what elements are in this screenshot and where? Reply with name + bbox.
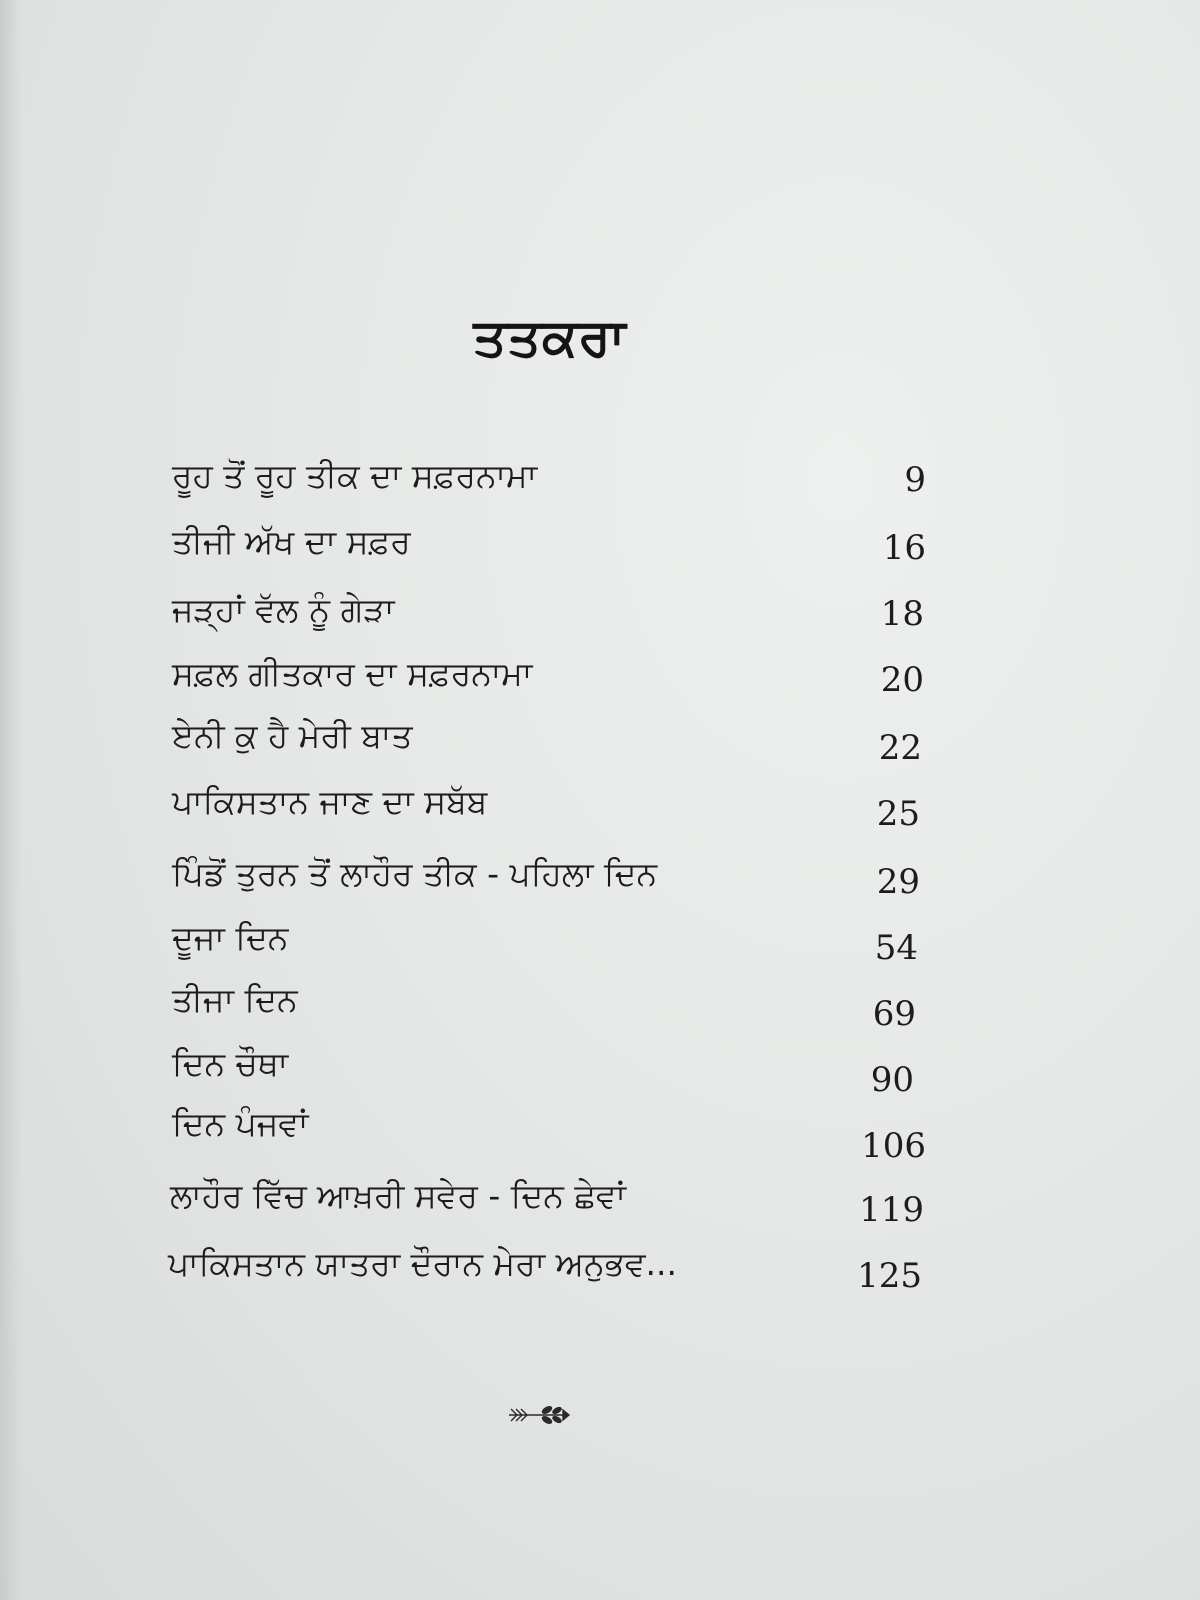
toc-entry-title: ਦੂਜਾ ਦਿਨ [172, 918, 289, 957]
toc-entry-page: 22 [878, 728, 922, 768]
toc-entry-title: ਤੀਜਾ ਦਿਨ [172, 980, 298, 1019]
toc-entry-page: 16 [882, 528, 926, 568]
toc-entry-title: ਲਾਹੌਰ ਵਿੱਚ ਆਖ਼ਰੀ ਸਵੇਰ - ਦਿਨ ਛੇਵਾਂ [170, 1176, 626, 1215]
decorative-ornament-icon [507, 1404, 571, 1426]
toc-entry-title: ਏਨੀ ਕੁ ਹੈ ਮੇਰੀ ਬਾਤ [172, 716, 413, 755]
toc-entry-title: ਪਾਕਿਸਤਾਨ ਯਾਤਰਾ ਦੌਰਾਨ ਮੇਰਾ ਅਨੁਭਵ... [168, 1244, 677, 1283]
toc-entry-page: 20 [880, 660, 924, 700]
toc-entry-page: 90 [870, 1060, 914, 1100]
toc-entry-page: 119 [859, 1190, 924, 1230]
toc-entry-page: 25 [876, 794, 920, 834]
toc-entry-page: 69 [872, 994, 916, 1034]
toc-entry-page: 54 [874, 928, 918, 968]
toc-entry-title: ਤੀਜੀ ਅੱਖ ਦਾ ਸਫ਼ਰ [172, 522, 411, 561]
toc-entry-title: ਦਿਨ ਚੌਥਾ [172, 1044, 289, 1083]
toc-entry-title: ਪਿੰਡੋਂ ਤੁਰਨ ਤੋਂ ਲਾਹੌਰ ਤੀਕ - ਪਹਿਲਾ ਦਿਨ [172, 854, 658, 893]
toc-entry-title: ਜੜ੍ਹਾਂ ਵੱਲ ਨੂੰ ਗੇੜਾ [172, 590, 395, 629]
toc-entry-title: ਰੂਹ ਤੋਂ ਰੂਹ ਤੀਕ ਦਾ ਸਫ਼ਰਨਾਮਾ [172, 456, 538, 495]
toc-entry-page: 18 [880, 594, 924, 634]
toc-entry-page: 9 [904, 460, 926, 500]
toc-entry-page: 106 [861, 1126, 926, 1166]
toc-entry-title: ਦਿਨ ਪੰਜਵਾਂ [172, 1104, 309, 1143]
toc-entry-page: 29 [876, 862, 920, 902]
toc-entry-title: ਪਾਕਿਸਤਾਨ ਜਾਣ ਦਾ ਸਬੱਬ [172, 782, 488, 821]
toc-heading: ਤਤਕਰਾ [473, 308, 627, 368]
toc-entry-title: ਸਫ਼ਲ ਗੀਤਕਾਰ ਦਾ ਸਫ਼ਰਨਾਮਾ [172, 654, 533, 693]
toc-entry-page: 125 [857, 1256, 922, 1296]
